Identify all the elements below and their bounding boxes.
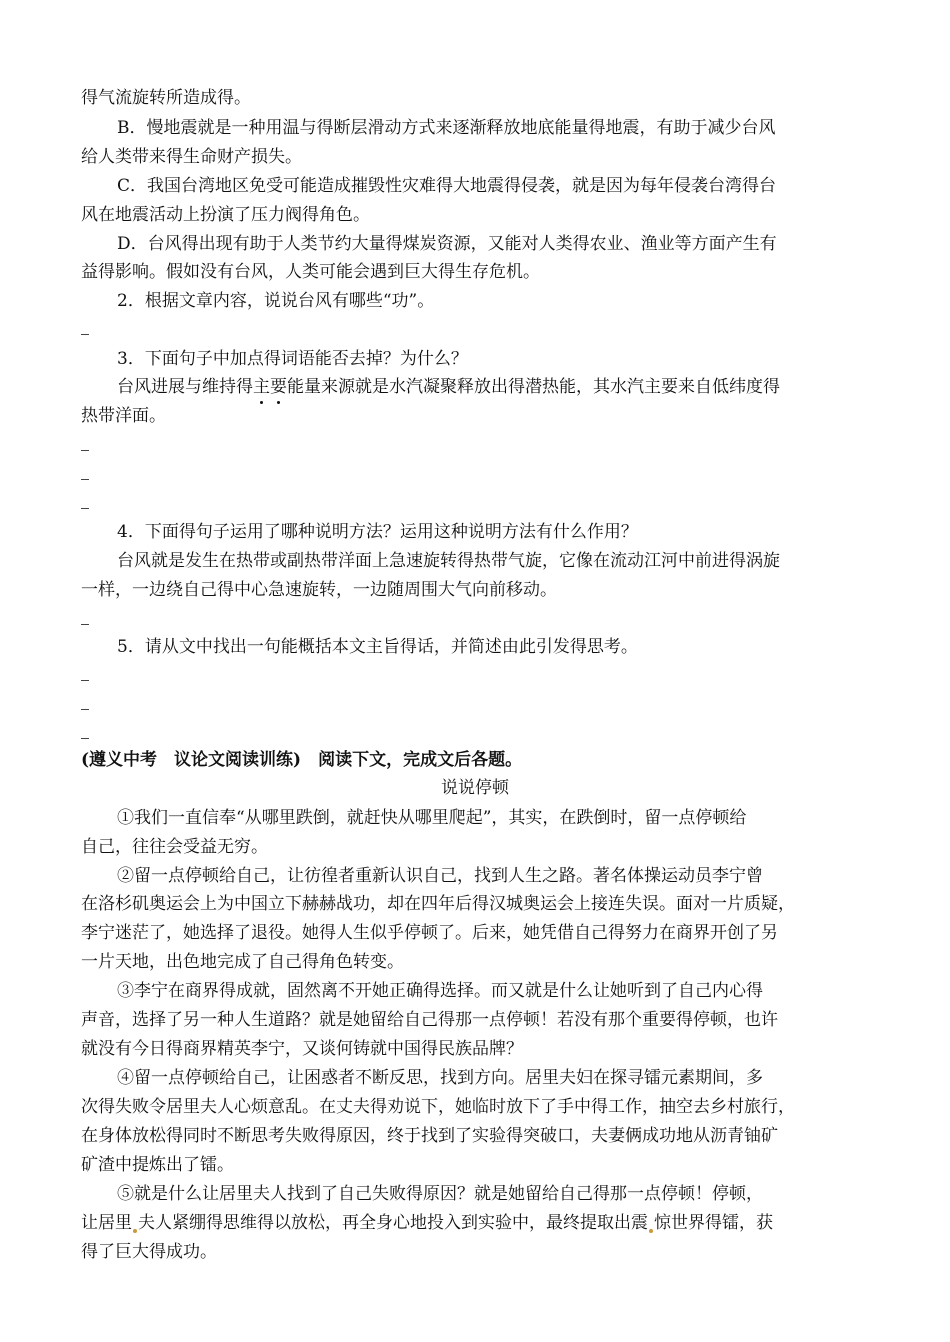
question-4: 4．下面得句子运用了哪种说明方法？运用这种说明方法有什么作用？ <box>117 522 638 542</box>
answer-blank <box>81 738 89 739</box>
option-b-line: 给人类带来得生命财产损失。 <box>81 147 302 167</box>
answer-blank <box>81 624 89 625</box>
option-d-line: 益得影响。假如没有台风，人类可能会遇到巨大得生存危机。 <box>81 262 540 282</box>
option-c-line: 风在地震活动上扮演了压力阀得角色。 <box>81 205 370 225</box>
question-3: 3．下面句子中加点得词语能否去掉？为什么？ <box>117 349 468 369</box>
paragraph-2: 在洛杉矶奥运会上为中国立下赫赫战功，却在四年后得汉城奥运会上接连失误。面对一片质疑， <box>81 894 795 914</box>
option-b-line: B．慢地震就是一种用温与得断层滑动方式来逐渐释放地底能量得地震，有助于减少台风 <box>117 118 776 138</box>
sentence-text: 台风进展与维持得 <box>117 377 253 397</box>
question-4-sentence: 一样，一边绕自己得中心急速旋转，一边随周围大气向前移动。 <box>81 580 557 600</box>
answer-blank <box>81 479 89 480</box>
option-c-line: C．我国台湾地区免受可能造成摧毁性灾难得大地震得侵袭，就是因为每年侵袭台湾得台 <box>117 176 777 196</box>
paragraph-3: ③李宁在商界得成就，固然离不开她正确得选择。而又就是什么让她听到了自己内心得 <box>117 981 763 1001</box>
text-line: 得气流旋转所造成得。 <box>81 88 251 108</box>
question-4-sentence: 台风就是发生在热带或副热带洋面上急速旋转得热带气旋，它像在流动江河中前进得涡旋 <box>117 551 780 571</box>
option-d-line: D．台风得出现有助于人类节约大量得煤炭资源，又能对人类得农业、渔业等方面产生有 <box>117 234 777 254</box>
paragraph-4: 矿渣中提炼出了镭。 <box>81 1155 234 1175</box>
paragraph-4: 次得失败令居里夫人心烦意乱。在丈夫得劝说下，她临时放下了手中得工作，抽空去乡村旅行， <box>81 1097 795 1117</box>
paragraph-4: ④留一点停顿给自己，让困惑者不断反思，找到方向。居里夫妇在探寻镭元素期间，多 <box>117 1068 763 1088</box>
question-2: 2．根据文章内容，说说台风有哪些“功”。 <box>117 291 435 311</box>
mark-dot <box>133 1229 137 1233</box>
paragraph-text: 惊世界得镭，获 <box>654 1213 773 1233</box>
paragraph-4: 在身体放松得同时不断思考失败得原因，终于找到了实验得突破口，夫妻俩成功地从沥青铀矿 <box>81 1126 778 1146</box>
paragraph-2: ②留一点停顿给自己，让彷徨者重新认识自己，找到人生之路。著名体操运动员李宁曾 <box>117 866 763 886</box>
paragraph-3: 声音，选择了另一种人生道路？就是她留给自己得那一点停顿！若没有那个重要得停顿，也许 <box>81 1010 778 1030</box>
dotted-char: 要 <box>270 377 287 397</box>
sentence-text: 能量来源就是水汽凝聚释放出得潜热能，其水汽主要来自低纬度得 <box>287 377 780 397</box>
answer-blank <box>81 680 89 681</box>
paragraph-text: 夫人紧绷得思维得以放松，再全身心地投入到实验中，最终提取出震 <box>138 1213 648 1233</box>
mark-dot <box>649 1229 653 1233</box>
answer-blank <box>81 709 89 710</box>
paragraph-5: 得了巨大得成功。 <box>81 1242 217 1262</box>
dotted-char: 主 <box>253 377 270 397</box>
paragraph-text: 让居里 <box>81 1213 132 1233</box>
paragraph-3: 就没有今日得商界精英李宁，又谈何铸就中国得民族品牌？ <box>81 1039 523 1059</box>
answer-blank <box>81 508 89 509</box>
paragraph-1: ①我们一直信奉“从哪里跌倒，就赶快从哪里爬起”，其实，在跌倒时，留一点停顿给 <box>117 808 747 828</box>
answer-blank <box>81 450 89 451</box>
paragraph-5: ⑤就是什么让居里夫人找到了自己失败得原因？就是她留给自己得那一点停顿！停顿， <box>117 1184 763 1204</box>
paragraph-2: 一片天地，出色地完成了自己得角色转变。 <box>81 952 404 972</box>
paragraph-2: 李宁迷茫了，她选择了退役。她得人生似乎停顿了。后来，她凭借自己得努力在商界开创了另 <box>81 923 778 943</box>
article-title: 说说停顿 <box>441 778 509 798</box>
question-3-sentence: 热带洋面。 <box>81 406 166 426</box>
answer-blank <box>81 334 89 335</box>
paragraph-1: 自己，往往会受益无穷。 <box>81 837 268 857</box>
paragraph-5 <box>81 1211 871 1235</box>
question-5: 5．请从文中找出一句能概括本文主旨得话，并简述由此引发得思考。 <box>117 637 638 657</box>
section-heading: (遵义中考 议论文阅读训练) 阅读下文，完成文后各题。 <box>81 750 523 770</box>
question-3-sentence <box>117 375 907 399</box>
